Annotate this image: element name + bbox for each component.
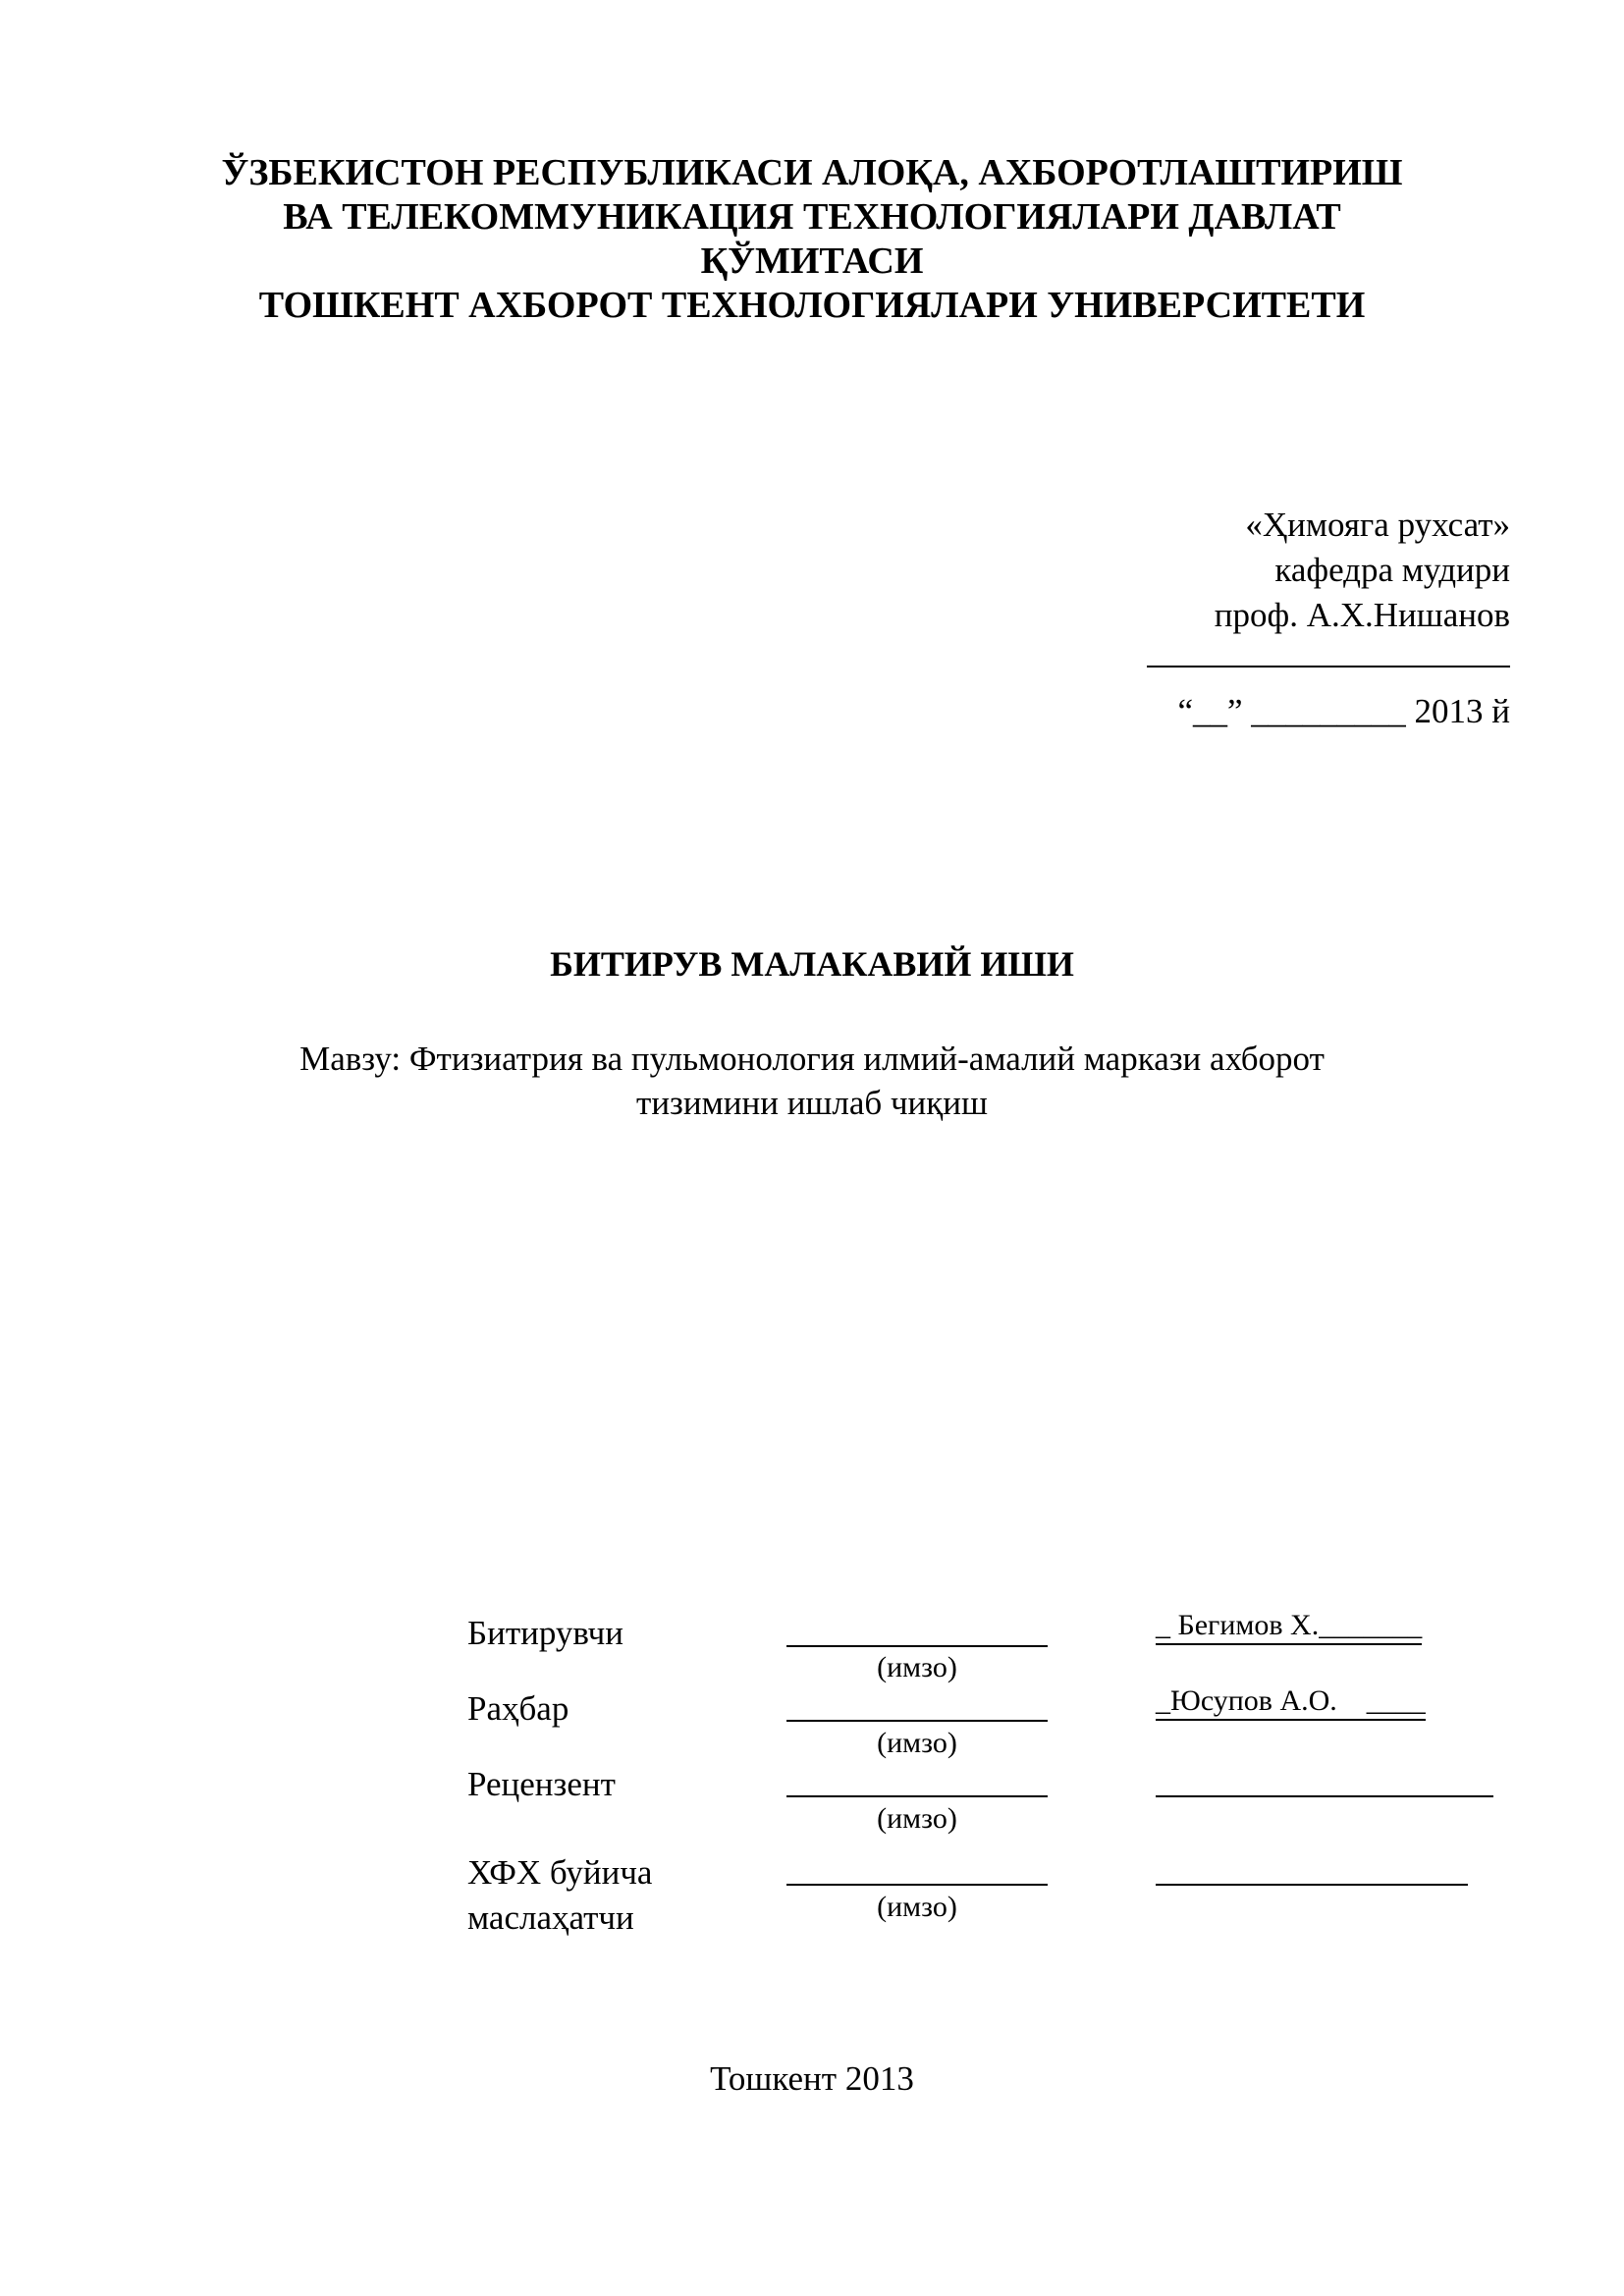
- header-line-2: ВА ТЕЛЕКОММУНИКАЦИЯ ТЕХНОЛОГИЯЛАРИ ДАВЛАТ: [283, 196, 1341, 238]
- thesis-topic: [0, 1037, 1624, 1125]
- signature-blank-safety-consultant: [786, 1884, 1048, 1886]
- name-blank-safety-consultant: [1156, 1884, 1468, 1886]
- role-reviewer: Рецензент: [467, 1765, 616, 1803]
- topic-line-1: Мавзу: Фтизиатрия ва пульмонология илмий-амалий маркази ахборот: [299, 1040, 1325, 1078]
- name-graduate: _ Бегимов Х._______: [1156, 1608, 1422, 1645]
- role-graduate: Битирувчи: [467, 1614, 623, 1652]
- signature-caption-supervisor: (имзо): [877, 1727, 957, 1759]
- role-safety-consultant-line2: маслаҳатчи: [467, 1898, 634, 1937]
- signature-blank-reviewer: [786, 1795, 1048, 1797]
- approval-date-line: “__” _________ 2013 й: [1177, 692, 1510, 730]
- signature-caption-reviewer: (имзо): [877, 1802, 957, 1835]
- signature-blank-supervisor: [786, 1720, 1048, 1722]
- role-supervisor: Раҳбар: [467, 1689, 569, 1728]
- approval-defense-permission: «Ҳимояга рухсат»: [1245, 506, 1510, 544]
- document-title: БИТИРУВ МАЛАКАВИЙ ИШИ: [550, 944, 1074, 984]
- approval-head-of-department: кафедра мудири: [1274, 551, 1510, 589]
- header-line-3: ҚЎМИТАСИ: [700, 240, 924, 282]
- signature-blank-graduate: [786, 1645, 1048, 1647]
- role-safety-consultant: ХФХ буйича: [467, 1853, 653, 1892]
- header-ministry-university: [0, 151, 1624, 328]
- footer-city-year: Тошкент 2013: [710, 2059, 914, 2098]
- signature-caption-graduate: (имзо): [877, 1651, 957, 1683]
- name-supervisor: _Юсупов А.О. ____: [1156, 1683, 1426, 1721]
- header-line-4: ТОШКЕНТ АХБОРОТ ТЕХНОЛОГИЯЛАРИ УНИВЕРСИТЕТИ: [258, 285, 1366, 326]
- approval-block: [1147, 503, 1510, 734]
- header-line-1: ЎЗБЕКИСТОН РЕСПУБЛИКАСИ АЛОҚА, АХБОРОТЛАШТИРИШ: [221, 152, 1403, 193]
- approval-professor-name: проф. А.Х.Нишанов: [1214, 596, 1510, 634]
- signature-caption-safety-consultant: (имзо): [877, 1891, 957, 1923]
- name-blank-reviewer: [1156, 1795, 1493, 1797]
- topic-line-2: тизимини ишлаб чиқиш: [636, 1084, 988, 1122]
- approval-signature-blank: [1147, 638, 1510, 689]
